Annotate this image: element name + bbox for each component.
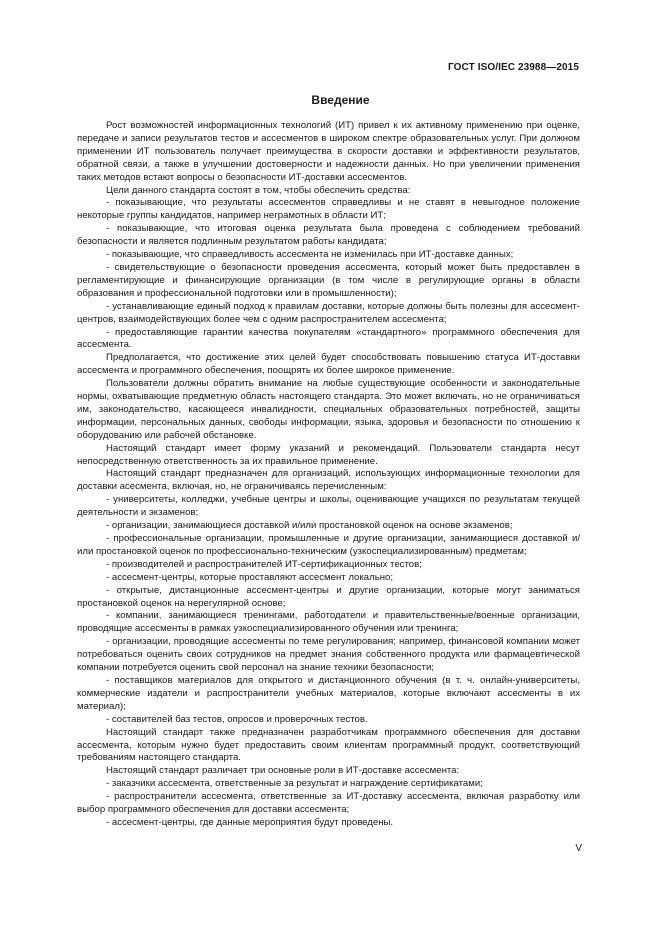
list-item: - университеты, колледжи, учебные центры и школы, оценивающие учащихся по результатам текущей деятельности и экзаменов; [77,494,580,519]
list-item: - ассесмент-центры, которые проставляют ассесмент локально; [106,571,394,583]
list-item: - распространители ассесмента, ответственные за ИТ-доставку ассесмента, включая разработку или выбор программного обеспечения для доставки ассесмента; [77,791,580,816]
list-item: - компании, занимающиеся тренингами, работодатели и правительственные/военные организации, проводящие ассесменты в рамках узкоспециализированного обучения или тренинга; [77,610,580,635]
list-item: - показывающие, что результаты ассесментов справедливы и не ставят в невыгодное положение некоторые группы кандидатов, например неграмотных в области ИТ; [77,197,580,222]
paragraph: Предполагается, что достижение этих целей будет способствовать повышению статуса ИТ-доставки ассесмента и программного обеспечения, поощрять их более широкое применение. [77,352,580,377]
paragraph: Цели данного стандарта состоят в том, чтобы обеспечить средства: [106,184,411,196]
paragraph: Пользователи должны обратить внимание на любые существующие особенности и законодательные нормы, охватывающие предметную область настоящего стандарта. Это может включать, но не ограничиваться им, законодательство, касающееся инвалидности, специальных образовательных потребностей, защиты информации, персональных данных, свободы информации, языка, здоровья и безопасности по отношению к оборудованию или рабочей обстановке. [77,378,580,441]
list-item: - поставщиков материалов для открытого и дистанционного обучения (в т. ч. онлайн-университеты, коммерческие издатели и распространители учебных материалов, которые включают ассесменты в их материал); [77,674,580,712]
list-item: - организации, проводящие ассесменты по теме регулирования; например, финансовой компании может потребоваться оценить своих сотрудников на предмет знания собственного продукта или фармацевтической компании потребуется оценить свой персонал на знание техники безопасности; [77,636,580,674]
list-item: - устанавливающие единый подход к правилам доставки, которые должны быть полезны для ассесмент-центров, взаимодействующих более чем с одним распространителем ассесмента; [77,300,580,325]
paragraph: Настоящий стандарт также предназначен разработчикам программного обеспечения для доставки ассесмента, которым нужно будет предоставить своим клиентам программный продукт, соответствующий требованиям настоящего стандарта. [77,726,580,764]
list-item: - профессиональные организации, промышленные и другие организации, занимающиеся доставкой и/или простановкой оценок по профессионально-техническим (узкоспециализированным) предметам; [77,533,580,557]
paragraph: Рост возможностей информационных технологий (ИТ) привел к их активному применению при оценке, передаче и записи результатов тестов и ассесментов в широком спектре образовательных услуг. При должном применении ИТ пользователь получает преимущества в скорости доставки и эффективности результатов, обратной связи, а также в улучшении достоверности и надежности данных. Но при увеличении применения таких методов встают вопросы о безопасности ИТ-доставки ассесментов. [77,120,580,183]
list-item: - свидетельствующие о безопасности проведения ассесмента, который может быть предоставлен в регламентирующие и финансирующие организации (в том числе в регулирующие органы в области образования и профессиональной подготовки или в промышленности); [77,261,580,299]
list-item: - предоставляющие гарантии качества покупателям «стандартного» программного обеспечения для ассесмента. [77,326,580,351]
paragraph: Настоящий стандарт имеет форму указаний и рекомендаций. Пользователи стандарта несут непосредственную ответственность за их правильное применение. [77,442,580,467]
paragraph: Настоящий стандарт различает три основные роли в ИТ-доставке ассесмента: [106,765,460,777]
page-number: V [575,843,582,854]
list-item: - заказчики ассесмента, ответственные за результат и награждение сертификатами; [106,778,483,790]
document-body [77,120,580,830]
list-item: - производителей и распространителей ИТ-сертификационных тестов; [106,558,422,570]
list-item: - открытые, дистанционные ассесмент-центры и другие организации, которые могут заниматься простановкой оценок на нерегулярной основе; [77,584,580,609]
list-item: - ассесмент-центры, где данные мероприятия будут проведены. [106,816,394,828]
section-title: Введение [311,93,370,107]
list-item: - показывающие, что итоговая оценка результата была проведена с соблюдением требований безопасности и является подлинным результатом работы кандидата; [77,223,580,248]
list-item: - организации, занимающиеся доставкой и/или простановкой оценок на основе экзаменов; [106,520,513,532]
list-item: - показывающие, что справедливость ассесмента не изменилась при ИТ-доставке данных; [106,249,514,261]
document-number-header: ГОСТ ISO/IEC 23988—2015 [448,62,579,73]
paragraph: Настоящий стандарт предназначен для организаций, использующих информационные технологии для доставки асесмента, включая, но, не ограничиваясь перечисленным: [77,468,580,493]
list-item: - составителей баз тестов, опросов и проверочных тестов. [106,713,368,725]
